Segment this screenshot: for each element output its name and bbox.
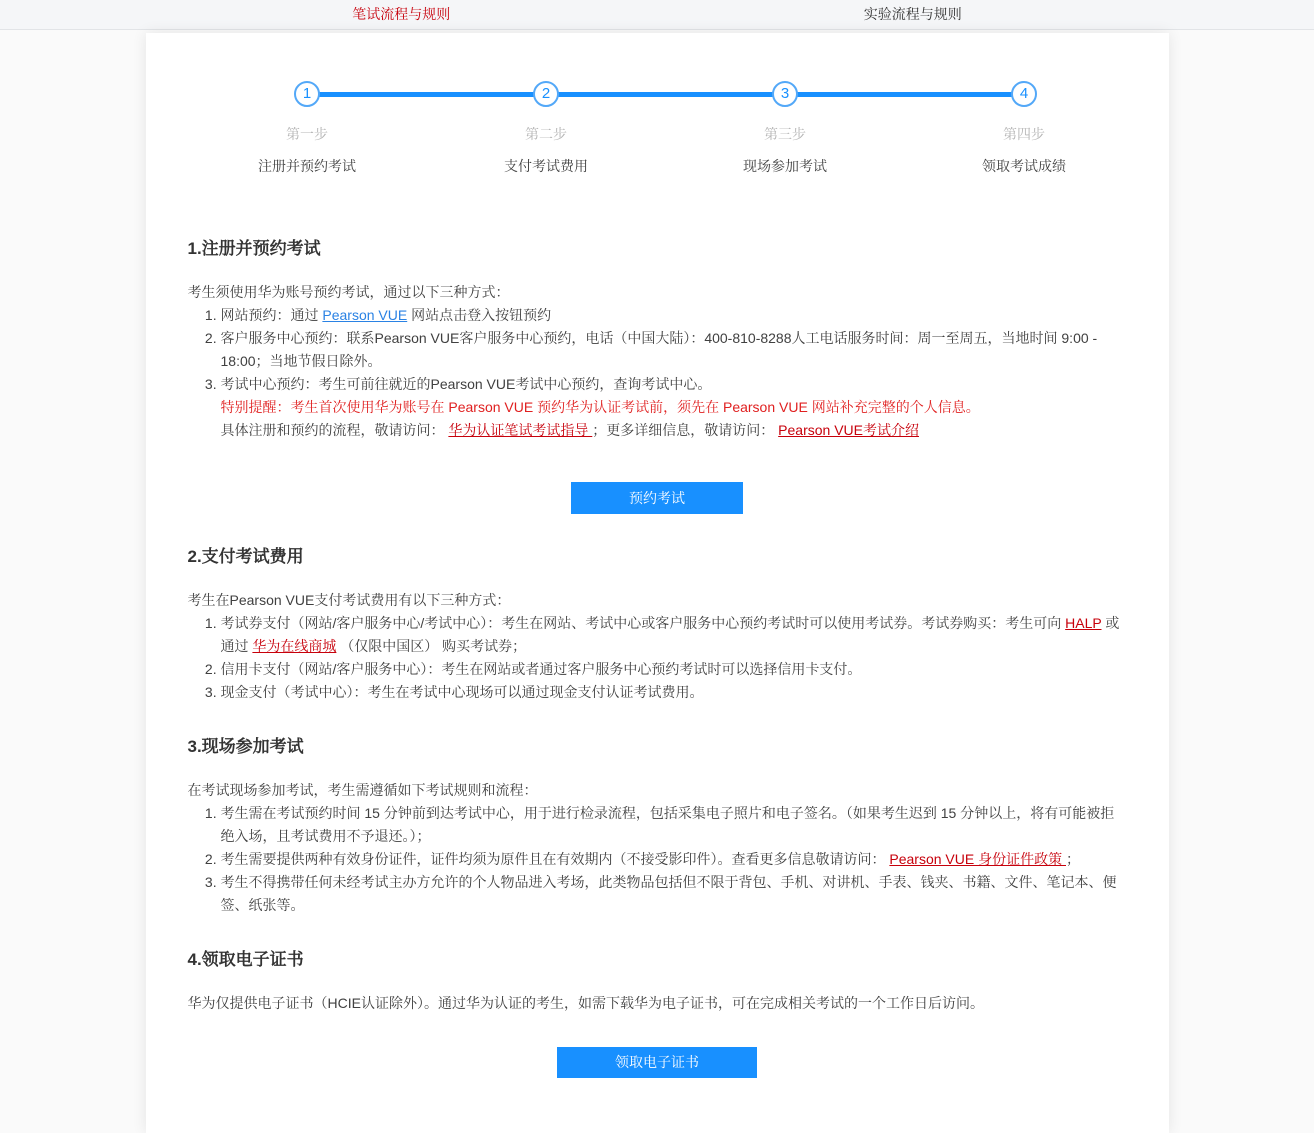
section-get-certificate <box>188 945 1127 1078</box>
item-text: 客户服务中心预约：联系Pearson VUE客户服务中心预约，电话（中国大陆）：400-810-8288人工电话服务时间：周一至周五，当地时间 9:00 - 18:00；当地节假日除外。 <box>220 330 1098 369</box>
section-pay-fee <box>188 542 1127 704</box>
section-3-title: 3.现场参加考试 <box>187 737 304 756</box>
section-2-intro: 考生在Pearson VUE支付考试费用有以下三种方式： <box>187 592 511 608</box>
id-policy-link[interactable]: Pearson VUE 身份证件政策 <box>889 851 1066 867</box>
section-1-list <box>188 304 1127 396</box>
step-4-circle: 4 <box>1011 81 1037 107</box>
step-4-label: 第四步 <box>1003 126 1045 142</box>
tab-written-exam-rules[interactable]: 笔试流程与规则 <box>352 6 451 22</box>
list-item-no-personal-items <box>221 871 1127 917</box>
list-item-test-center-reserve <box>221 373 1127 396</box>
step-1-name: 注册并预约考试 <box>258 158 356 174</box>
section-4-title: 4.领取电子证书 <box>187 950 304 969</box>
section-4-intro: 华为仅提供电子证书（HCIE认证除外）。通过华为认证的考生，如需下载华为电子证书，可在完成相关考试的一个工作日后访问。 <box>187 995 984 1011</box>
list-item-arrive-early <box>221 802 1127 848</box>
written-exam-guide-link[interactable]: 华为认证笔试考试指导 <box>448 422 593 438</box>
pearson-vue-link[interactable]: Pearson VUE <box>322 307 408 323</box>
item-text: 考试券支付（网站/客户服务中心/考试中心）：考生在网站、考试中心或客户服务中心预约考试时可以使用考试券。考试券购买：考生可向 <box>220 615 1066 631</box>
section-2-list <box>188 612 1127 704</box>
section-1-intro: 考生须使用华为账号预约考试，通过以下三种方式： <box>187 284 510 300</box>
pearson-vue-intro-link[interactable]: Pearson VUE考试介绍 <box>778 422 919 438</box>
tab-bar-inner <box>146 0 1169 29</box>
step-4-name: 领取考试成绩 <box>982 158 1066 174</box>
item-text: 网站点击登入按钮预约 <box>407 307 552 323</box>
section-1-notes <box>221 396 1127 442</box>
guide-text: ；更多详细信息，敬请访问： <box>592 422 779 438</box>
certificate-button-row <box>188 1047 1127 1078</box>
list-item-voucher-pay <box>221 612 1127 658</box>
content-card <box>146 33 1169 1133</box>
special-reminder: 特别提醒：考生首次使用华为账号在 Pearson VUE 预约华为认证考试前，须先在 Pearson VUE 网站补充完整的个人信息。 <box>220 399 980 415</box>
item-text: 网站预约：通过 <box>220 307 323 323</box>
section-3-intro: 在考试现场参加考试，考生需遵循如下考试规则和流程： <box>187 782 538 798</box>
exam-process-stepper <box>188 81 1144 176</box>
step-2-circle: 2 <box>533 81 559 107</box>
item-text: 考生需在考试预约时间 15 分钟前到达考试中心，用于进行检录流程，包括采集电子照片和电子签名。（如果考生迟到 15 分钟以上，将有可能被拒绝入场，且考试费用不予退还。）； <box>220 805 1115 844</box>
section-2-title: 2.支付考试费用 <box>187 547 304 566</box>
tab-lab-exam-rules[interactable]: 实验流程与规则 <box>863 6 962 22</box>
section-1-title: 1.注册并预约考试 <box>187 239 321 258</box>
item-text: 现金支付（考试中心）：考生在考试中心现场可以通过现金支付认证考试费用。 <box>220 684 704 700</box>
huawei-online-store-link[interactable]: 华为在线商城 <box>252 638 337 654</box>
step-3-name: 现场参加考试 <box>743 158 827 174</box>
reserve-exam-button[interactable]: 预约考试 <box>571 482 743 514</box>
item-text: 信用卡支付（网站/客户服务中心）：考生在网站或者通过客户服务中心预约考试时可以选择信用卡支付。 <box>220 661 862 677</box>
step-1-label: 第一步 <box>286 126 328 142</box>
list-item-credit-card-pay <box>221 658 1127 681</box>
step-3-label: 第三步 <box>764 126 806 142</box>
step-2-label: 第二步 <box>525 126 567 142</box>
item-text: 考生不得携带任何未经考试主办方允许的个人物品进入考场，此类物品包括但不限于背包、手机、对讲机、手表、钱夹、书籍、文件、笔记本、便签、纸张等。 <box>220 874 1117 913</box>
item-text: （仅限中国区） 购买考试券； <box>336 638 527 654</box>
reserve-button-row <box>188 482 1127 514</box>
stepper-step-4 <box>905 81 1144 176</box>
item-text: 考试中心预约：考生可前往就近的Pearson VUE考试中心预约，查询考试中心。 <box>220 376 712 392</box>
guide-text: 具体注册和预约的流程，敬请访问： <box>220 422 449 438</box>
get-certificate-button[interactable]: 领取电子证书 <box>557 1047 757 1078</box>
list-item-id-documents <box>221 848 1127 871</box>
item-text: ； <box>1066 851 1080 867</box>
halp-link[interactable]: HALP <box>1065 615 1102 631</box>
step-3-circle: 3 <box>772 81 798 107</box>
stepper-step-2 <box>427 81 666 176</box>
section-3-list <box>188 802 1127 917</box>
stepper-step-1 <box>188 81 427 176</box>
item-text: 或通过 <box>220 615 1120 654</box>
guide-line <box>221 419 1127 442</box>
list-item-website-reserve <box>221 304 1127 327</box>
item-text: 考生需要提供两种有效身份证件，证件均须为原件且在有效期内（不接受影印件）。查看更多信息敬请访问： <box>220 851 890 867</box>
step-1-circle: 1 <box>294 81 320 107</box>
section-attend-exam <box>188 732 1127 917</box>
top-tab-bar <box>0 0 1314 30</box>
stepper-step-3 <box>666 81 905 176</box>
list-item-cash-pay <box>221 681 1127 704</box>
section-register-reserve <box>188 234 1127 514</box>
step-2-name: 支付考试费用 <box>504 158 588 174</box>
list-item-service-center-reserve <box>221 327 1127 373</box>
